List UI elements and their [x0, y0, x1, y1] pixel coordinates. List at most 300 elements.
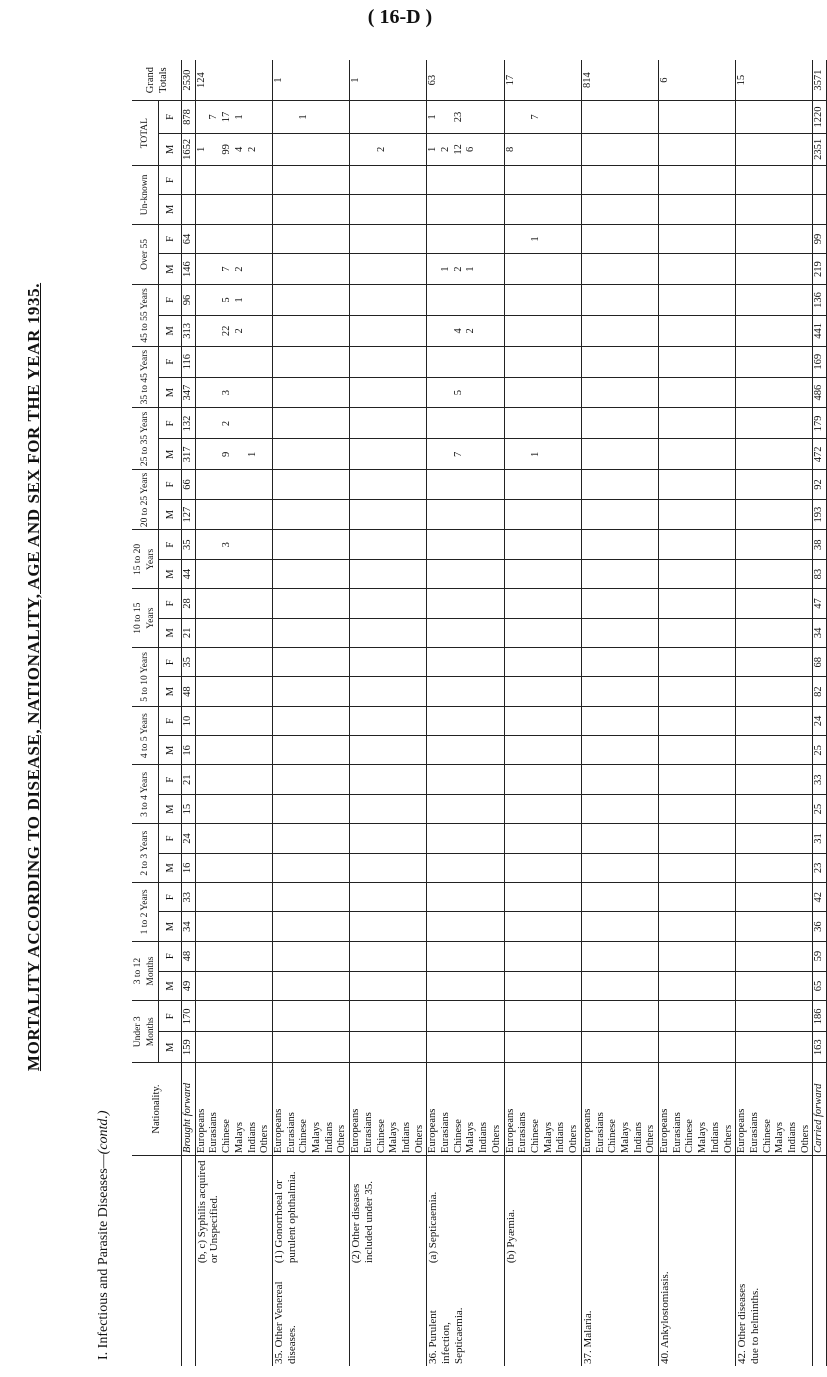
grand-total-cell: [684, 60, 697, 101]
nationality-label: Europeans: [272, 1063, 285, 1156]
grand-total-cell: [517, 60, 530, 101]
table-cell: 186: [813, 1001, 827, 1032]
table-cell: [530, 166, 543, 195]
table-cell: [568, 824, 581, 853]
table-cell: [723, 408, 736, 439]
table-cell: 16: [182, 736, 196, 765]
table-cell: [272, 883, 285, 912]
table-cell: [736, 618, 749, 647]
table-cell: [336, 736, 349, 765]
table-cell: [336, 166, 349, 195]
table-cell: [659, 706, 672, 735]
table-cell: 472: [813, 439, 827, 470]
table-cell: [234, 499, 247, 530]
table-cell: [401, 377, 414, 408]
table-cell: [376, 499, 389, 530]
table-cell: [324, 912, 337, 941]
table-cell: [478, 589, 491, 618]
table-cell: [607, 346, 620, 377]
table-cell: [774, 499, 787, 530]
table-cell: [607, 315, 620, 346]
table-cell: 132: [182, 408, 196, 439]
table-cell: [581, 912, 594, 941]
table-cell: [581, 589, 594, 618]
table-cell: [363, 470, 376, 499]
table-cell: [478, 101, 491, 133]
male-header: M: [159, 912, 182, 941]
table-cell: [388, 559, 401, 588]
table-cell: [363, 648, 376, 677]
table-cell: [453, 559, 466, 588]
table-cell: [234, 618, 247, 647]
table-cell: [787, 166, 800, 195]
table-cell: [376, 101, 389, 133]
table-cell: [723, 912, 736, 941]
table-cell: [363, 971, 376, 1001]
table-cell: [298, 853, 311, 882]
table-cell: 159: [182, 1032, 196, 1063]
table-cell: [568, 706, 581, 735]
table-cell: [259, 1032, 272, 1063]
empty-cell: [182, 1155, 196, 1366]
table-cell: [723, 794, 736, 823]
table-cell: [376, 794, 389, 823]
female-header: F: [159, 706, 182, 735]
nationality-label: Malays: [774, 1063, 787, 1156]
table-cell: [672, 315, 685, 346]
table-cell: [645, 1001, 658, 1032]
table-cell: [440, 194, 453, 224]
table-cell: [195, 408, 208, 439]
table-cell: [388, 224, 401, 253]
table-cell: [247, 589, 260, 618]
table-cell: [697, 618, 710, 647]
table-cell: [376, 883, 389, 912]
table-cell: [414, 883, 427, 912]
table-cell: [208, 618, 221, 647]
table-cell: [247, 101, 260, 133]
table-cell: [259, 618, 272, 647]
table-cell: [453, 971, 466, 1001]
nationality-label: Europeans: [350, 1063, 363, 1156]
table-cell: [659, 101, 672, 133]
grand-total-cell: [620, 60, 633, 101]
table-cell: [800, 346, 813, 377]
table-cell: [620, 254, 633, 285]
grand-total-cell: [787, 60, 800, 101]
table-cell: [234, 166, 247, 195]
table-cell: [595, 285, 608, 316]
table-cell: [710, 439, 723, 470]
table-cell: [478, 736, 491, 765]
table-cell: 65: [813, 971, 827, 1001]
table-cell: 22: [221, 315, 234, 346]
table-cell: [259, 883, 272, 912]
table-cell: [388, 883, 401, 912]
table-cell: [247, 1032, 260, 1063]
table-cell: [543, 224, 556, 253]
table-cell: [697, 499, 710, 530]
table-cell: [633, 648, 646, 677]
table-cell: [620, 706, 633, 735]
table-cell: 4: [234, 133, 247, 165]
table-cell: [491, 589, 504, 618]
table-cell: [736, 470, 749, 499]
table-cell: [221, 499, 234, 530]
male-header: M: [159, 315, 182, 346]
table-cell: [504, 439, 517, 470]
table-cell: [247, 736, 260, 765]
table-cell: [633, 589, 646, 618]
table-cell: [723, 470, 736, 499]
table-cell: [336, 677, 349, 706]
table-cell: [259, 194, 272, 224]
table-cell: [363, 765, 376, 794]
table-cell: [555, 559, 568, 588]
disease-header: [132, 1155, 182, 1366]
table-cell: [440, 439, 453, 470]
table-cell: [272, 133, 285, 165]
table-cell: [311, 408, 324, 439]
table-cell: [363, 377, 376, 408]
table-cell: [749, 530, 762, 559]
table-cell: [697, 765, 710, 794]
table-cell: [478, 408, 491, 439]
nationality-label: Indians: [324, 1063, 337, 1156]
grand-total-cell: [530, 60, 543, 101]
table-cell: [620, 224, 633, 253]
table-cell: 441: [813, 315, 827, 346]
table-cell: [311, 912, 324, 941]
female-header: F: [159, 765, 182, 794]
table-cell: [427, 648, 440, 677]
table-cell: [749, 224, 762, 253]
table-cell: [645, 736, 658, 765]
table-cell: [645, 439, 658, 470]
table-cell: [272, 1032, 285, 1063]
table-cell: [298, 499, 311, 530]
table-cell: [581, 408, 594, 439]
table-cell: [684, 285, 697, 316]
table-cell: [388, 618, 401, 647]
table-cell: [298, 1001, 311, 1032]
table-cell: [672, 648, 685, 677]
table-cell: [465, 853, 478, 882]
table-cell: [478, 912, 491, 941]
table-cell: [517, 530, 530, 559]
table-cell: [272, 346, 285, 377]
table-cell: [800, 648, 813, 677]
table-cell: [595, 912, 608, 941]
table-cell: [221, 166, 234, 195]
table-cell: [800, 589, 813, 618]
table-cell: [440, 677, 453, 706]
disease-subdivision: (1) Gonorrhoeal or purulent ophthalmia.: [272, 1155, 349, 1265]
table-cell: [208, 408, 221, 439]
table-cell: [298, 470, 311, 499]
table-cell: [736, 971, 749, 1001]
table-cell: [247, 853, 260, 882]
table-cell: [363, 912, 376, 941]
table-cell: [672, 439, 685, 470]
table-cell: [401, 101, 414, 133]
table-cell: [800, 794, 813, 823]
table-cell: [633, 765, 646, 794]
table-cell: [234, 736, 247, 765]
table-cell: [620, 194, 633, 224]
table-cell: [324, 346, 337, 377]
table-cell: 9: [221, 439, 234, 470]
table-cell: [350, 883, 363, 912]
table-cell: [427, 346, 440, 377]
table-cell: [710, 559, 723, 588]
table-cell: [762, 408, 775, 439]
table-cell: 7: [530, 101, 543, 133]
table-cell: [672, 346, 685, 377]
table-cell: 127: [182, 499, 196, 530]
table-cell: [401, 439, 414, 470]
table-cell: 92: [813, 470, 827, 499]
table-cell: [800, 408, 813, 439]
table-cell: [504, 377, 517, 408]
table-cell: [272, 315, 285, 346]
table-cell: [659, 377, 672, 408]
table-cell: [453, 224, 466, 253]
table-cell: [774, 883, 787, 912]
table-cell: [568, 285, 581, 316]
grand-total-cell: [247, 60, 260, 101]
table-cell: [478, 941, 491, 971]
nationality-label: Europeans: [195, 1063, 208, 1156]
table-row: [272, 60, 285, 1366]
table-cell: 59: [813, 941, 827, 971]
table-cell: [568, 912, 581, 941]
table-cell: [633, 254, 646, 285]
table-cell: [363, 794, 376, 823]
table-cell: [543, 439, 556, 470]
table-cell: [504, 530, 517, 559]
table-cell: [659, 794, 672, 823]
empty-cell: [813, 1155, 827, 1366]
table-cell: [620, 133, 633, 165]
grand-total-cell: [311, 60, 324, 101]
table-cell: [286, 285, 299, 316]
table-cell: [633, 618, 646, 647]
nationality-label: Malays: [697, 1063, 710, 1156]
table-cell: [401, 408, 414, 439]
table-cell: [620, 470, 633, 499]
table-cell: [401, 794, 414, 823]
table-cell: [568, 254, 581, 285]
table-cell: [298, 765, 311, 794]
table-cell: [272, 941, 285, 971]
table-cell: [427, 618, 440, 647]
nationality-label: Indians: [247, 1063, 260, 1156]
table-cell: [388, 194, 401, 224]
table-cell: [491, 101, 504, 133]
table-cell: [298, 224, 311, 253]
table-cell: [568, 530, 581, 559]
table-cell: [195, 677, 208, 706]
table-cell: [568, 559, 581, 588]
table-cell: [272, 377, 285, 408]
table-cell: [247, 285, 260, 316]
table-cell: [710, 285, 723, 316]
table-cell: [336, 794, 349, 823]
table-cell: [388, 530, 401, 559]
table-cell: [363, 736, 376, 765]
table-cell: [645, 883, 658, 912]
table-cell: [208, 133, 221, 165]
table-cell: [401, 883, 414, 912]
table-cell: [659, 912, 672, 941]
table-cell: [465, 166, 478, 195]
table-cell: [620, 530, 633, 559]
table-cell: [491, 285, 504, 316]
table-cell: [800, 224, 813, 253]
table-cell: [645, 470, 658, 499]
nationality-label: Others: [723, 1063, 736, 1156]
table-cell: [388, 648, 401, 677]
table-cell: [736, 883, 749, 912]
table-cell: [453, 736, 466, 765]
table-cell: [633, 166, 646, 195]
table-cell: [221, 706, 234, 735]
table-cell: 17: [221, 101, 234, 133]
table-cell: [607, 530, 620, 559]
table-cell: [453, 912, 466, 941]
table-cell: [376, 346, 389, 377]
table-row: [736, 60, 749, 1366]
table-cell: [555, 589, 568, 618]
table-cell: [762, 824, 775, 853]
table-cell: [568, 499, 581, 530]
table-cell: [543, 1001, 556, 1032]
table-cell: [620, 408, 633, 439]
table-cell: [633, 377, 646, 408]
table-cell: [376, 254, 389, 285]
table-cell: [672, 853, 685, 882]
grand-total-cell: [555, 60, 568, 101]
table-cell: [787, 1032, 800, 1063]
table-cell: [376, 736, 389, 765]
disease-name: 35. Other Venereal diseases.: [272, 1265, 349, 1366]
table-cell: [414, 648, 427, 677]
table-cell: [581, 439, 594, 470]
female-header: F: [159, 224, 182, 253]
table-cell: [800, 470, 813, 499]
nationality-label: Malays: [234, 1063, 247, 1156]
table-cell: [697, 439, 710, 470]
table-cell: [388, 254, 401, 285]
table-cell: [530, 1001, 543, 1032]
table-cell: [247, 941, 260, 971]
table-cell: [311, 470, 324, 499]
table-cell: [298, 254, 311, 285]
nationality-label: Eurasians: [440, 1063, 453, 1156]
table-cell: [762, 439, 775, 470]
table-cell: [595, 408, 608, 439]
table-cell: [336, 1001, 349, 1032]
table-cell: [363, 618, 376, 647]
table-cell: [376, 912, 389, 941]
table-cell: [800, 133, 813, 165]
age-group-header: Un-known: [132, 166, 159, 225]
table-cell: [401, 677, 414, 706]
table-cell: [555, 1001, 568, 1032]
table-cell: [684, 941, 697, 971]
table-cell: [363, 1032, 376, 1063]
table-cell: 2351: [813, 133, 827, 165]
table-cell: [286, 1032, 299, 1063]
table-cell: [286, 883, 299, 912]
table-cell: [208, 194, 221, 224]
table-cell: [504, 824, 517, 853]
table-cell: [195, 853, 208, 882]
table-cell: [221, 346, 234, 377]
table-cell: [478, 559, 491, 588]
table-cell: [286, 133, 299, 165]
table-cell: [491, 346, 504, 377]
table-cell: [427, 765, 440, 794]
table-cell: [414, 765, 427, 794]
table-cell: [620, 166, 633, 195]
table-cell: [247, 706, 260, 735]
table-cell: [195, 101, 208, 133]
table-cell: [401, 559, 414, 588]
table-cell: [478, 1001, 491, 1032]
table-cell: [388, 589, 401, 618]
table-cell: [221, 853, 234, 882]
table-cell: [465, 439, 478, 470]
table-cell: [710, 1032, 723, 1063]
grand-total-cell: 3571: [813, 60, 827, 101]
table-cell: [800, 377, 813, 408]
table-cell: 1: [440, 254, 453, 285]
table-cell: [684, 499, 697, 530]
table-cell: 7: [453, 439, 466, 470]
table-cell: [787, 346, 800, 377]
table-cell: [672, 166, 685, 195]
table-cell: [684, 765, 697, 794]
table-cell: [736, 559, 749, 588]
table-cell: [440, 1032, 453, 1063]
table-cell: [298, 706, 311, 735]
table-cell: [620, 285, 633, 316]
table-cell: [427, 166, 440, 195]
table-cell: [363, 285, 376, 316]
table-cell: [762, 589, 775, 618]
nationality-label: Others: [645, 1063, 658, 1156]
table-cell: [672, 794, 685, 823]
table-cell: [659, 765, 672, 794]
table-cell: [286, 224, 299, 253]
table-cell: 10: [182, 706, 196, 735]
table-cell: [440, 470, 453, 499]
table-cell: [749, 439, 762, 470]
table-cell: [555, 166, 568, 195]
nationality-label: Malays: [388, 1063, 401, 1156]
table-cell: [633, 736, 646, 765]
table-cell: [324, 254, 337, 285]
table-cell: [543, 765, 556, 794]
table-cell: [697, 883, 710, 912]
grand-total-cell: [286, 60, 299, 101]
male-header: M: [159, 618, 182, 647]
table-cell: [736, 853, 749, 882]
table-cell: [774, 824, 787, 853]
table-cell: [478, 794, 491, 823]
